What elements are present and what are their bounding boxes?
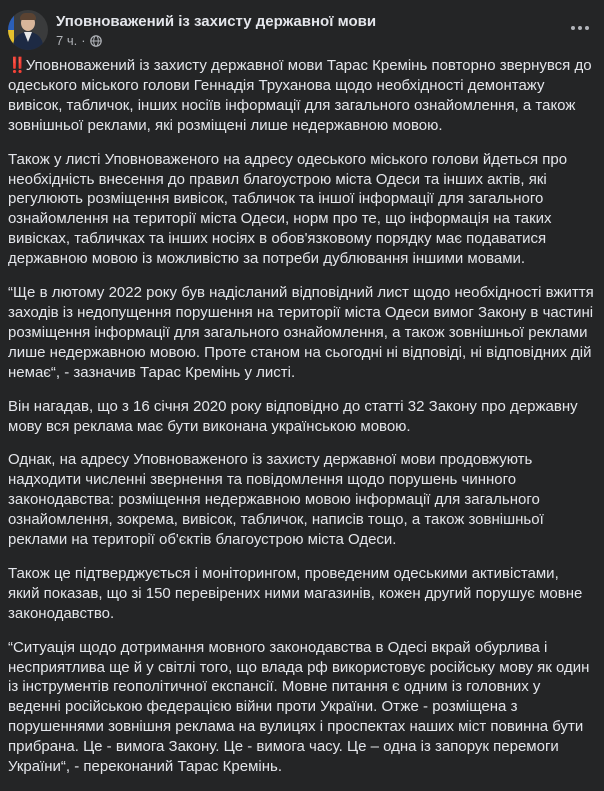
- post-paragraph: “Ще в лютому 2022 року був надісланий відповідний лист щодо необхідності вжиття заходів із недопущення порушення на території міста Одеси вимог Закону в частині розміщення інформації для загального ознайомлення, а також зовнішньої реклами лише недержавною мовою. Проте станом на сьогодні ні відповіді, ні відповідних дій немає“, - зазначив Тарас Кремінь у листі.: [8, 284, 594, 381]
- more-dots-icon: [570, 25, 590, 31]
- post-paragraph: Він нагадав, що з 16 січня 2020 року відповідно до статті 32 Закону про державну мову вся реклама має бути виконана українською мовою.: [8, 397, 578, 435]
- post-paragraph: [8, 56, 594, 136]
- post-paragraph: Однак, на адресу Уповноваженого із захисту державної мови продовжують надходити численні звернення та повідомлення щодо порушень чинного законодавства: розміщення недержавною мовою інформації для загального ознайомлення, зокрема, вивісок, табличок, написів тощо, а також зовнішньої реклами на території об'єктів благоустрою міста Одеси.: [8, 451, 544, 549]
- post-header: [0, 0, 604, 56]
- globe-icon[interactable]: [90, 35, 102, 47]
- post-time-link[interactable]: 7 ч.: [56, 33, 78, 48]
- page-avatar[interactable]: [8, 10, 48, 50]
- paragraph-text: Уповноважений із захисту державної мови Тарас Кремінь повторно звернувся до одеського міського голови Геннадія Труханова щодо необхідності демонтажу вивісок, табличок, інших носіїв інформації для загального ознайомлення, а також зовнішньої реклами, які розміщені лише недержавною мовою.: [8, 57, 592, 134]
- page-name-link[interactable]: Уповноважений із захисту державної мови: [56, 13, 377, 30]
- more-options-button[interactable]: [564, 12, 596, 44]
- post-paragraph: Також це підтверджується і моніторингом, проведеним одеськими активістами, який показав, що зі 150 перевірених ними магазинів, кожен другий порушує мовне законодавство.: [8, 564, 583, 622]
- double-exclamation-icon: ‼️: [8, 57, 26, 74]
- post-paragraph: Також у листі Уповноваженого на адресу одеського міського голови йдеться про необхідність внесення до правил благоустрою міста Одеси та інших актів, які регулюють розміщення вивісок, табличок та іншої інформації для загального ознайомлення на території міста Одеси, норм про те, що інформація на таких вивісках, табличках та інших носіях в обов'язковому порядку має подаватися державною мовою із можливістю за потреби дублювання іншими мовами.: [8, 150, 568, 268]
- post-body: [8, 56, 594, 791]
- flag-blue-stripe: [8, 10, 14, 30]
- meta-separator: ·: [81, 33, 86, 48]
- post-meta: [56, 33, 102, 48]
- avatar-hair: [20, 13, 36, 20]
- post-paragraph: “Ситуація щодо дотримання мовного законодавства в Одесі вкрай обурлива і несприятлива ще й у світлі того, що влада рф використовує російську мову як один із інструментів геополітичної експансії. Мовне питання є одним із головних у веденні російською федерацією війни проти України. Отже - розміщена з порушеннями зовнішня реклама на вулицях і проспектах наших міст повинна бути прибрана. Це - вимога Закону. Це - вимога часу. Це – одна із запорук перемоги України“, - переконаний Тарас Кремінь.: [8, 638, 590, 776]
